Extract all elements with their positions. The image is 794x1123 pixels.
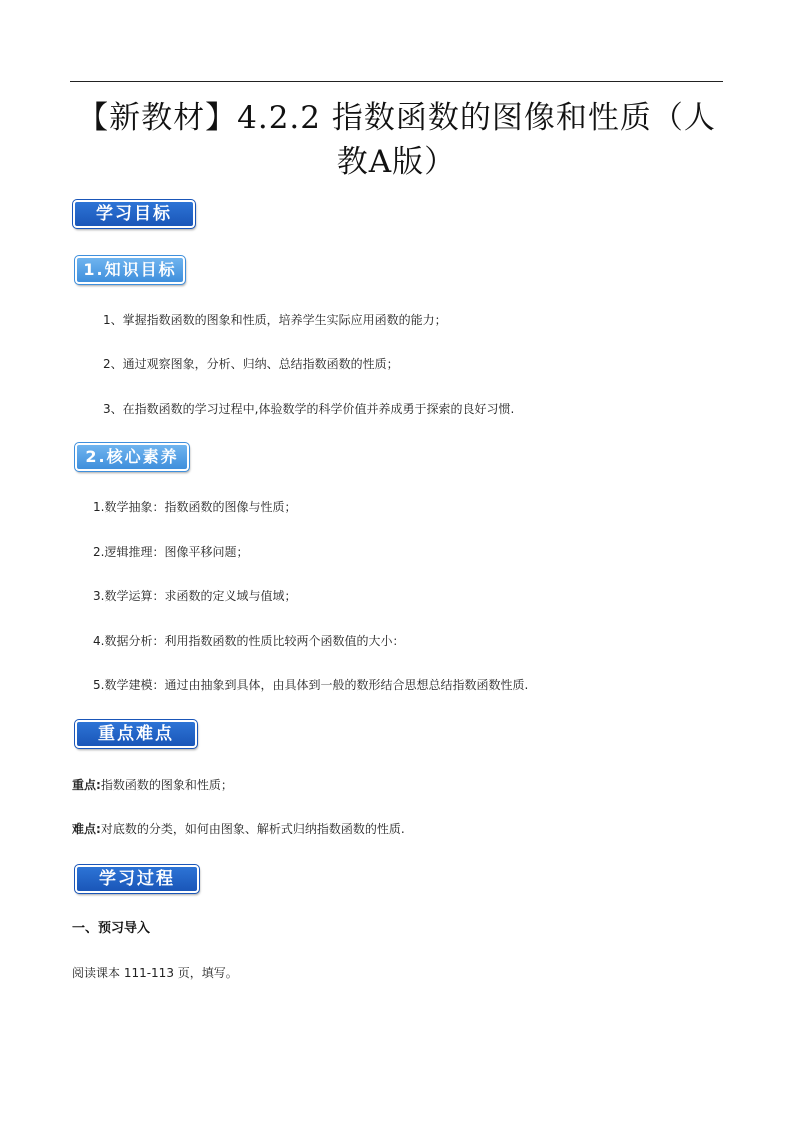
key-point-text: 指数函数的图象和性质； xyxy=(100,778,233,792)
badge-knowledge-goals: 1.知识目标 xyxy=(75,256,185,284)
badge-core-literacy: 2.核心素养 xyxy=(75,443,189,471)
key-point-label: 重点: xyxy=(72,778,101,792)
core-literacy-1: 1.数学抽象：指数函数的图像与性质； xyxy=(93,500,297,514)
section-text-preview: 阅读课本 111-113 页，填写。 xyxy=(72,966,238,980)
badge-key-points: 重点难点 xyxy=(75,720,197,748)
core-literacy-2: 2.逻辑推理：图像平移问题； xyxy=(93,545,249,559)
core-literacy-5: 5.数学建模：通过由抽象到具体，由具体到一般的数形结合思想总结指数函数性质. xyxy=(93,678,529,692)
knowledge-goal-3: 3、在指数函数的学习过程中,体验数学的科学价值并养成勇于探索的良好习惯. xyxy=(103,402,515,416)
badge-learning-process: 学习过程 xyxy=(75,865,199,893)
core-literacy-3: 3.数学运算：求函数的定义域与值域； xyxy=(93,589,297,603)
core-literacy-4: 4.数据分析：利用指数函数的性质比较两个函数值的大小： xyxy=(93,634,405,648)
section-heading-preview: 一、预习导入 xyxy=(72,921,151,936)
document-title: 【新教材】4.2.2 指数函数的图像和性质（人教A版） xyxy=(77,100,716,180)
difficulty-row xyxy=(72,821,405,837)
top-rule xyxy=(70,81,723,82)
key-point-row xyxy=(72,777,233,793)
difficulty-text: 对底数的分类，如何由图象、解析式归纳指数函数的性质. xyxy=(100,822,405,836)
knowledge-goal-1: 1、掌握指数函数的图象和性质，培养学生实际应用函数的能力； xyxy=(103,313,447,327)
difficulty-label: 难点: xyxy=(72,822,101,836)
knowledge-goal-2: 2、通过观察图象，分析、归纳、总结指数函数的性质； xyxy=(103,357,399,371)
badge-learning-objectives: 学习目标 xyxy=(73,200,195,228)
